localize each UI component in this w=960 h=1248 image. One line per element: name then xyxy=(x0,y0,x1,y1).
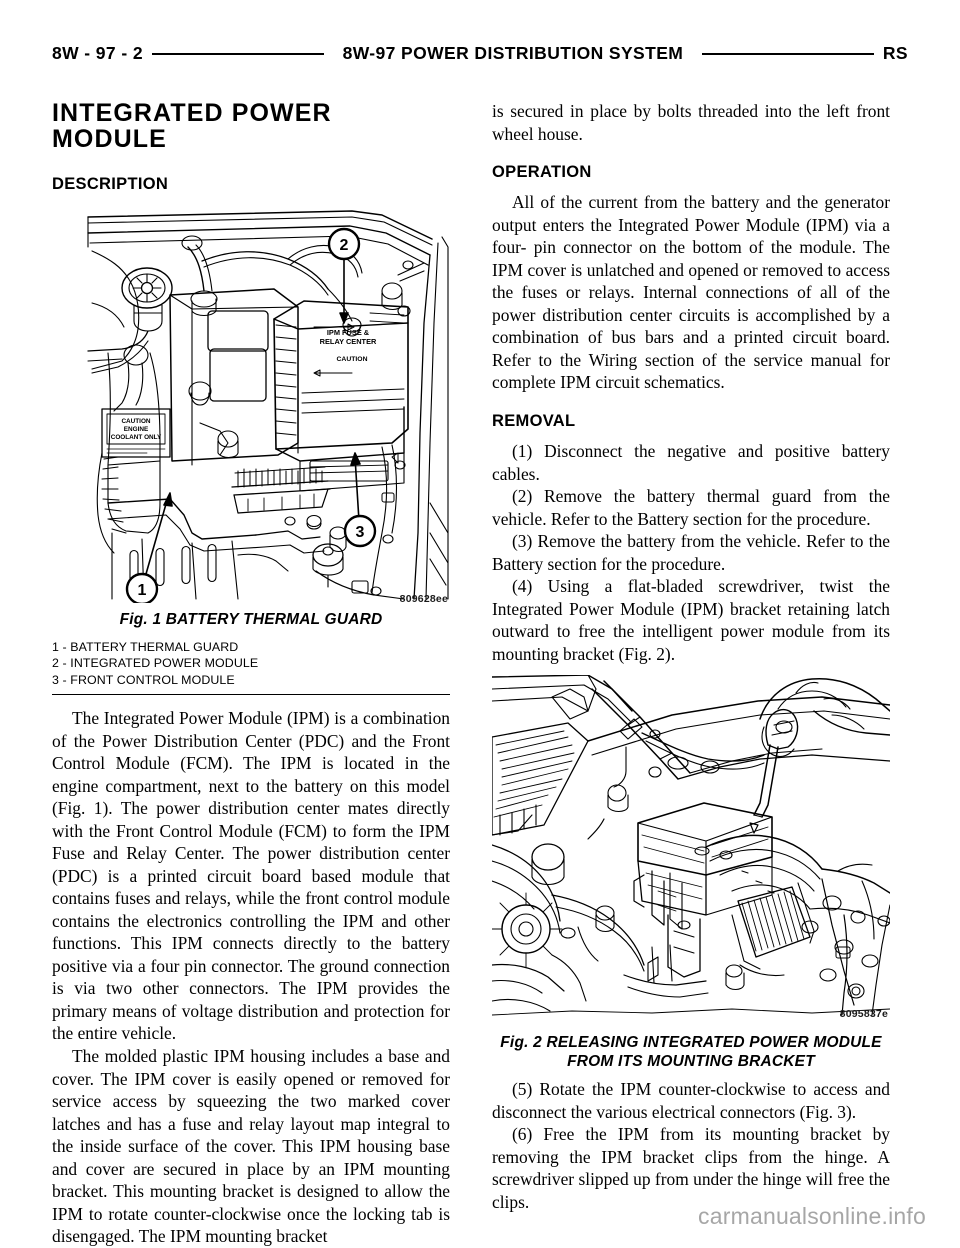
figure-1-caption: Fig. 1 BATTERY THERMAL GUARD xyxy=(119,610,383,628)
page-title: 8W-97 POWER DISTRIBUTION SYSTEM xyxy=(342,42,684,63)
manual-code-right: RS xyxy=(882,42,909,63)
svg-text:1: 1 xyxy=(137,581,147,599)
header-rule-right xyxy=(702,53,874,55)
continued-paragraph: is secured in place by bolts threaded into the left front wheel house. xyxy=(492,101,890,144)
description-heading: DESCRIPTION xyxy=(52,174,169,193)
svg-text:CAUTION: CAUTION xyxy=(336,355,368,363)
figure-2-image-id: 8095837e xyxy=(839,1008,888,1021)
svg-text:3: 3 xyxy=(355,523,365,541)
site-watermark: carmanualsonline.info xyxy=(698,1203,926,1229)
figure-2-caption-line-1: Fig. 2 RELEASING INTEGRATED POWER MODULE xyxy=(500,1034,882,1052)
svg-text:ENGINE: ENGINE xyxy=(123,425,149,433)
figure-2-artwork xyxy=(492,675,890,1020)
section-title: INTEGRATED POWER MODULE xyxy=(52,99,332,154)
svg-text:RELAY CENTER: RELAY CENTER xyxy=(319,336,377,346)
removal-step-5: (5) Rotate the IPM counter-clockwise to access and disconnect the various electrical connectors (Fig. 3). xyxy=(492,1079,890,1122)
header-rule-left xyxy=(152,53,324,55)
removal-step-1: (1) Disconnect the negative and positive battery cables. xyxy=(492,441,890,484)
svg-text:2: 2 xyxy=(339,236,349,254)
figure-1-legend xyxy=(52,639,450,689)
removal-step-2: (2) Remove the battery thermal guard from the vehicle. Refer to the Battery section for the procedure. xyxy=(492,486,890,529)
removal-heading: REMOVAL xyxy=(492,411,576,430)
description-paragraph-1: The Integrated Power Module (IPM) is a combination of the Power Distribution Center (PDC) and the Front Control Module (FCM). The IPM is located in the engine compartment, next to the battery on this model (Fig. 1). The power distribution center mates directly with the Front Control Module (FCM) to form the IPM Fuse and Relay Center. The power distribution center (PDC) is a printed circuit board based module that contains fuses and relays, while the front control module contains the electronics controlling the IPM and other functions. This IPM connects directly to the battery positive via a four pin connector. The ground connection is via two other connectors. The IPM provides the primary means of voltage distribution and protection for the entire vehicle. xyxy=(52,708,450,1044)
svg-text:CAUTION: CAUTION xyxy=(121,417,151,425)
page-number-left: 8W - 97 - 2 xyxy=(52,42,143,63)
figure-2 xyxy=(492,675,890,1072)
legend-item: 1 - BATTERY THERMAL GUARD xyxy=(52,639,239,654)
right-column xyxy=(492,100,890,1213)
description-paragraph-2: The molded plastic IPM housing includes a base and cover. The IPM cover is easily opened or removed for service access by squeezing the two marked cover latches and has a fuse and relay layout map integral to the inside surface of the cover. This IPM housing base and cover are secured in place by an IPM mounting bracket. This mounting bracket is designed to allow the IPM to rotate counter-clockwise once the locking tab is disengaged. The IPM mounting bracket xyxy=(52,1046,450,1247)
page-header xyxy=(52,38,908,68)
figure-1-image-id: 809628ee xyxy=(399,592,448,605)
figure-1 xyxy=(52,203,450,695)
figure-1-artwork xyxy=(52,203,450,603)
legend-item: 3 - FRONT CONTROL MODULE xyxy=(52,672,235,687)
removal-step-3: (3) Remove the battery from the vehicle. Refer to the Battery section for the procedure. xyxy=(492,531,890,574)
legend-item: 2 - INTEGRATED POWER MODULE xyxy=(52,656,259,671)
legend-divider xyxy=(52,694,450,695)
figure-2-caption xyxy=(492,1034,890,1072)
svg-text:COOLANT ONLY: COOLANT ONLY xyxy=(110,433,162,441)
removal-step-6: (6) Free the IPM from its mounting bracket by removing the IPM bracket clips from the hinge. A screwdriver slipped up from under the hinge will free the clips. xyxy=(492,1124,890,1212)
operation-heading: OPERATION xyxy=(492,163,592,182)
removal-step-4: (4) Using a flat-bladed screwdriver, twist the Integrated Power Module (IPM) bracket retaining latch outward to free the intelligent power module from its mounting bracket (Fig. 2). xyxy=(492,576,890,664)
operation-paragraph: All of the current from the battery and the generator output enters the Integrated Power Module (IPM) via a four- pin connector on the bottom of the module. The IPM cover is unlatched and opened or removed to access the fuses or relays. Internal connections of all of the power distribution center circuits is accomplished by a combination of bus bars and a printed circuit board. Refer to the Wiring section of the service manual for complete IPM circuit schematics. xyxy=(492,192,890,393)
svg-text:IPM FUSE &: IPM FUSE & xyxy=(326,327,370,337)
figure-2-caption-line-2: FROM ITS MOUNTING BRACKET xyxy=(567,1053,815,1071)
left-column xyxy=(52,100,450,1248)
